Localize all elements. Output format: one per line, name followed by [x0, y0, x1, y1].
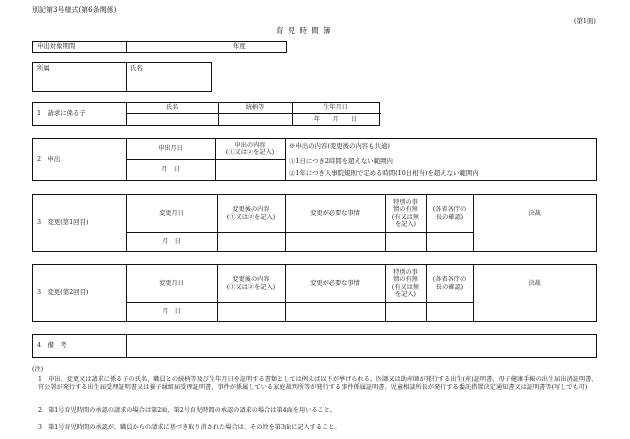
period-year-field[interactable]: [127, 42, 231, 52]
request-option-2: ②1年につき人事院規則で定める時間(10日相当)を超えない範囲内: [289, 169, 479, 177]
page-number: (第1面): [574, 17, 596, 25]
child-section-label: 1 請求に係る子: [37, 109, 86, 118]
change2-date-field[interactable]: 月 日: [162, 307, 181, 315]
period-label: 申出対象期間: [37, 42, 76, 51]
remarks-field[interactable]: [127, 335, 596, 357]
request-date-field[interactable]: 月 日: [161, 165, 180, 173]
change2-special-field[interactable]: [386, 303, 425, 321]
request-content-note: ※申出の内容(変更後の内容も共通): [289, 142, 390, 150]
change2-special-header: 特別の事 情の有無 (有又は無 を記入): [391, 268, 420, 298]
child-birthdate-header: 生年月日: [323, 104, 348, 112]
period-year-suffix: 年度: [233, 42, 246, 51]
change1-table: [32, 194, 597, 252]
child-table: [32, 102, 380, 126]
child-relation-header: 続柄等: [245, 104, 265, 112]
request-option-1: ①1日につき2時間を超えない範囲内: [289, 157, 393, 165]
name-label: 氏名: [130, 63, 143, 72]
change2-content-header: 変更後の内容 (①又は②を記入): [226, 276, 276, 291]
page-title: 育 児 時 間 簿: [276, 26, 332, 35]
change2-confirm-field[interactable]: [427, 303, 472, 321]
form-reference: 別記第3号様式(第6条関係): [32, 6, 117, 14]
change2-section-label: 3 変更(第2回目): [37, 288, 89, 297]
affiliation-field[interactable]: [33, 74, 125, 92]
child-name-header: 氏名: [165, 104, 179, 112]
change2-reason-header: 変更が必要な事情: [310, 279, 360, 287]
change1-special-field[interactable]: [386, 233, 425, 251]
change2-decision-header: 決裁: [528, 279, 541, 287]
note-3: 3 第1号育児時間の承認が、職員からの請求に基づき取り消された場合は、その旨を第3面に記入すること。: [38, 424, 341, 431]
change1-content-header: 変更後の内容 (①又は②を記入): [226, 206, 276, 221]
change2-confirm-header: (各省各庁の 長の確認): [432, 276, 467, 291]
request-date-header: 申出月日: [158, 145, 183, 153]
change1-confirm-header: (各省各庁の 長の確認): [432, 206, 467, 221]
change2-table: [32, 264, 597, 322]
note-2: 2 第1号育児時間の承認の請求の場合は第2面、第2号育児時間の承認の請求の場合は第4面を用いること。: [38, 407, 337, 414]
change2-reason-field[interactable]: [286, 303, 384, 321]
change1-special-header: 特別の事 情の有無 (有又は無 を記入): [391, 198, 420, 228]
change1-reason-field[interactable]: [286, 233, 384, 251]
change1-decision-header: 決裁: [528, 209, 541, 217]
child-name-field[interactable]: [127, 114, 217, 126]
change1-date-header: 変更月日: [159, 209, 184, 217]
request-table: [32, 138, 597, 181]
request-section-label: 2 申出: [37, 154, 61, 163]
remarks-table: [32, 334, 597, 358]
remarks-label: 4 備 考: [37, 341, 67, 350]
employee-table: [32, 62, 212, 92]
change2-content-field[interactable]: [218, 303, 284, 321]
affiliation-label: 所属: [37, 63, 50, 72]
note-1: 1 申出、変更又は請求に係る子の氏名、職員との続柄等及び生年月日を証明する書類としては例えば以下が挙げられる。医師又は助産師が発行する出生(産)証明書、母子健康手帳の出生届出済証明書、官公署が発行する出生届受理証明書又は養子縁組届受理証明書、事件が係属している家庭裁判所等が発行する事件係属証明書、児童相談所長が発行する委託措置決定通知書又は証明書等(写しでも可): [38, 376, 598, 392]
change1-section-label: 3 変更(第1回目): [37, 218, 89, 227]
notes-heading: (注): [32, 366, 44, 373]
period-table: [32, 41, 287, 53]
change1-content-field[interactable]: [218, 233, 284, 251]
change1-confirm-field[interactable]: [427, 233, 472, 251]
child-relation-field[interactable]: [219, 114, 291, 126]
name-field[interactable]: [127, 74, 212, 92]
change2-date-header: 変更月日: [159, 279, 184, 287]
change1-date-field[interactable]: 月 日: [162, 237, 181, 245]
request-content-field[interactable]: [216, 160, 284, 180]
change1-reason-header: 変更が必要な事情: [310, 209, 360, 217]
request-content-header: 申出の内容 (①又は②を記入): [225, 141, 275, 156]
child-birthdate-field[interactable]: 年 月 日: [313, 115, 358, 123]
